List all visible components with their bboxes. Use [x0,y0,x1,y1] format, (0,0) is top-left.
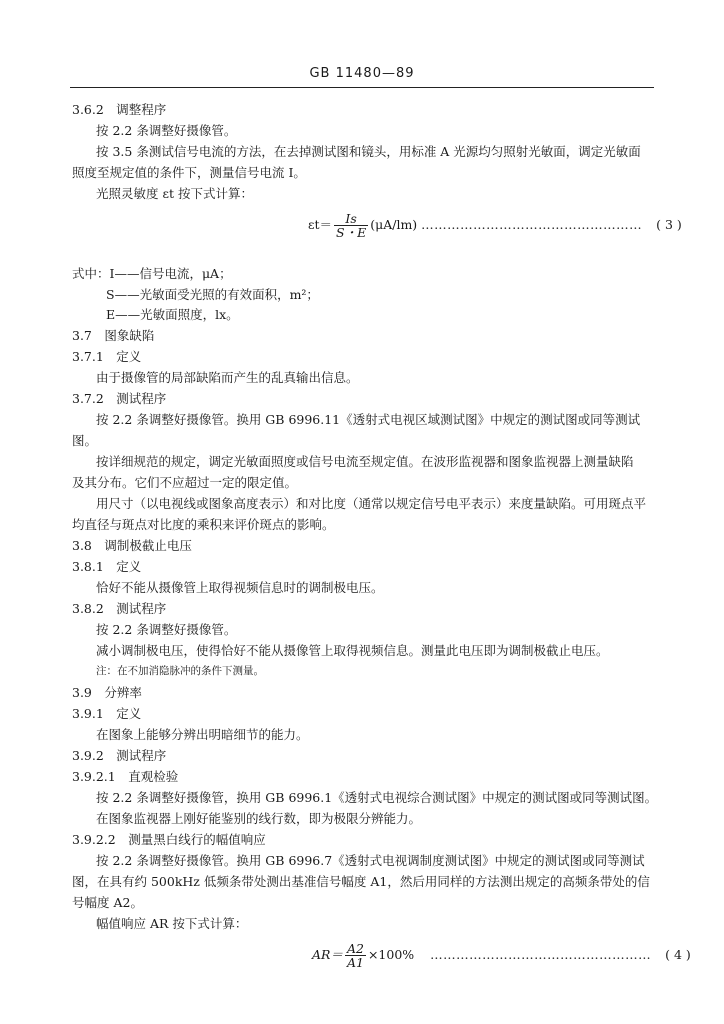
formula-3-denominator: S・E [336,225,367,240]
paragraph-line: 图。 [72,433,98,448]
where-clause: S——光敏面受光照的有效面积，m²； [106,287,319,302]
paragraph-line: 幅值响应 AR 按下式计算： [96,916,248,931]
paragraph-line: 按详细规范的规定，调定光敏面照度或信号电流至规定值。在波形监视器和图象监视器上测量缺陷 [96,454,634,469]
paragraph-line: 号幅度 A2。 [72,895,143,910]
formula-4-numerator: A2 [346,941,364,956]
paragraph-line: 均直径与斑点对比度的乘积来评价斑点的影响。 [72,517,335,532]
paragraph-line: 按 2.2 条调整好摄像管。换用 GB 6996.11《透射式电视区域测试图》中规定的测试图或同等测试 [96,412,641,427]
section-heading: 3.9.1 定义 [72,706,142,721]
where-clause: E——光敏面照度，lx。 [106,307,239,322]
paragraph-line: 照度至规定值的条件下，测量信号电流 I。 [72,165,306,180]
section-heading: 3.8 调制极截止电压 [72,538,192,553]
formula-3-lhs: εt＝ [308,217,332,232]
paragraph-line: 光照灵敏度 εt 按下式计算： [96,186,253,201]
section-heading: 3.8.1 定义 [72,559,142,574]
formula-3-number: ( 3 ) [656,217,682,232]
paragraph-line: 按 2.2 条调整好摄像管。 [96,622,237,637]
formula-3-unit: (μA/lm) [370,217,418,232]
paragraph-line: 减小调制极电压，使得恰好不能从摄像管上取得视频信息。测量此电压即为调制极截止电压。 [96,643,609,658]
paragraph-line: 按 3.5 条测试信号电流的方法，在去掉测试图和镜头，用标准 A 光源均匀照射光敏面，调定光敏面 [96,144,641,159]
paragraph-line: 在图象上能够分辨出明暗细节的能力。 [96,727,309,742]
formula-4-number: ( 4 ) [665,947,691,962]
formula-3-fraction [334,212,368,239]
formula-3-numerator: Is [345,211,357,226]
section-heading: 3.9.2.2 测量黑白线行的幅值响应 [72,832,266,847]
section-heading: 3.7 图象缺陷 [72,328,155,343]
paragraph-line: 按 2.2 条调整好摄像管。换用 GB 6996.7《透射式电视调制度测试图》中规定的测试图或同等测试 [96,853,645,868]
where-clause: 式中：I——信号电流，μA； [72,266,232,281]
paragraph-line: 按 2.2 条调整好摄像管，换用 GB 6996.1《透射式电视综合测试图》中规定的测试图或同等测试图。 [96,790,658,805]
paragraph-line: 及其分布。它们不应超过一定的限定值。 [72,475,298,490]
formula-4-rhs: ×100% [367,947,415,962]
section-heading: 3.8.2 测试程序 [72,601,167,616]
formula-4-lhs: AR＝ [312,947,343,962]
paragraph-line: 按 2.2 条调整好摄像管。 [96,123,237,138]
paragraph-line: 在图象监视器上刚好能鉴别的线行数，即为极限分辨能力。 [96,811,422,826]
formula-4-leader: …………………………………………… [430,947,652,962]
formula-4-denominator: A1 [346,955,364,970]
formula-4-fraction [345,942,366,969]
paragraph-line: 恰好不能从摄像管上取得视频信息时的调制极电压。 [96,580,384,595]
formula-3-leader: …………………………………………… [421,217,643,232]
paragraph-line: 图，在具有约 500kHz 低频条带处测出基准信号幅度 A1，然后用同样的方法测出规定的高频条带处的信 [72,874,650,889]
note-line: 注：在不加消隐脉冲的条件下测量。 [96,665,264,677]
section-heading: 3.9.2.1 直观检验 [72,769,179,784]
page-header: GB 11480—89 [309,66,415,81]
formula-3 [308,212,682,239]
section-heading: 3.7.1 定义 [72,349,142,364]
section-heading: 3.9 分辨率 [72,685,142,700]
section-heading: 3.7.2 测试程序 [72,391,167,406]
section-heading: 3.9.2 测试程序 [72,748,167,763]
paragraph-line: 由于摄像管的局部缺陷而产生的乱真输出信息。 [96,370,359,385]
paragraph-line: 用尺寸（以电视线或图象高度表示）和对比度（通常以规定信号电平表示）来度量缺陷。可用斑点平 [96,496,647,511]
formula-4 [312,942,691,969]
section-heading: 3.6.2 调整程序 [72,102,167,117]
header-rule [70,87,654,88]
